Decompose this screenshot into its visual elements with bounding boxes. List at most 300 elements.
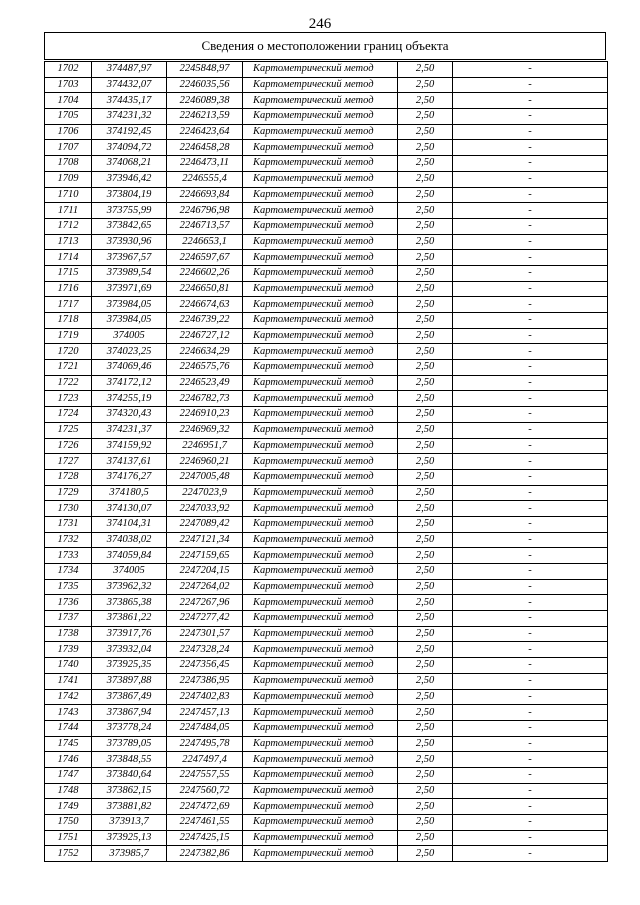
accuracy-cell: 2,50 xyxy=(398,595,453,611)
accuracy-cell: 2,50 xyxy=(398,77,453,93)
point-number-cell: 1742 xyxy=(45,689,92,705)
accuracy-cell: 2,50 xyxy=(398,611,453,627)
table-row xyxy=(45,187,608,203)
y-coordinate-cell: 2247033,92 xyxy=(167,501,243,517)
x-coordinate-cell: 374104,31 xyxy=(92,516,167,532)
method-cell: Картометрический метод xyxy=(243,767,398,783)
accuracy-cell: 2,50 xyxy=(398,752,453,768)
y-coordinate-cell: 2247560,72 xyxy=(167,783,243,799)
y-coordinate-cell: 2246213,59 xyxy=(167,109,243,125)
x-coordinate-cell: 374038,02 xyxy=(92,532,167,548)
method-cell: Картометрический метод xyxy=(243,140,398,156)
method-cell: Картометрический метод xyxy=(243,265,398,281)
method-cell: Картометрический метод xyxy=(243,77,398,93)
accuracy-cell: 2,50 xyxy=(398,407,453,423)
method-cell: Картометрический метод xyxy=(243,548,398,564)
x-coordinate-cell: 374231,32 xyxy=(92,109,167,125)
method-cell: Картометрический метод xyxy=(243,313,398,329)
accuracy-cell: 2,50 xyxy=(398,391,453,407)
point-number-cell: 1735 xyxy=(45,579,92,595)
table-row xyxy=(45,611,608,627)
y-coordinate-cell: 2247301,57 xyxy=(167,626,243,642)
y-coordinate-cell: 2246739,22 xyxy=(167,313,243,329)
method-cell: Картометрический метод xyxy=(243,752,398,768)
y-coordinate-cell: 2246693,84 xyxy=(167,187,243,203)
method-cell: Картометрический метод xyxy=(243,595,398,611)
table-row xyxy=(45,203,608,219)
page-number: 246 xyxy=(308,16,332,32)
point-number-cell: 1750 xyxy=(45,815,92,831)
method-cell: Картометрический метод xyxy=(243,203,398,219)
accuracy-cell: 2,50 xyxy=(398,673,453,689)
accuracy-cell: 2,50 xyxy=(398,720,453,736)
table-row xyxy=(45,360,608,376)
accuracy-cell: 2,50 xyxy=(398,815,453,831)
x-coordinate-cell: 373930,96 xyxy=(92,234,167,250)
point-number-cell: 1714 xyxy=(45,250,92,266)
accuracy-cell: 2,50 xyxy=(398,360,453,376)
accuracy-cell: 2,50 xyxy=(398,265,453,281)
x-coordinate-cell: 373865,38 xyxy=(92,595,167,611)
x-coordinate-cell: 373967,57 xyxy=(92,250,167,266)
method-cell: Картометрический метод xyxy=(243,171,398,187)
table-row xyxy=(45,109,608,125)
point-number-cell: 1724 xyxy=(45,407,92,423)
table-row xyxy=(45,281,608,297)
method-cell: Картометрический метод xyxy=(243,328,398,344)
method-cell: Картометрический метод xyxy=(243,532,398,548)
point-number-cell: 1702 xyxy=(45,62,92,78)
accuracy-cell: 2,50 xyxy=(398,422,453,438)
table-row xyxy=(45,62,608,78)
description-cell: - xyxy=(453,736,608,752)
y-coordinate-cell: 2247005,48 xyxy=(167,469,243,485)
y-coordinate-cell: 2246555,4 xyxy=(167,171,243,187)
accuracy-cell: 2,50 xyxy=(398,328,453,344)
method-cell: Картометрический метод xyxy=(243,485,398,501)
y-coordinate-cell: 2246035,56 xyxy=(167,77,243,93)
point-number-cell: 1737 xyxy=(45,611,92,627)
description-cell: - xyxy=(453,767,608,783)
x-coordinate-cell: 373862,15 xyxy=(92,783,167,799)
x-coordinate-cell: 374137,61 xyxy=(92,454,167,470)
table-row xyxy=(45,815,608,831)
y-coordinate-cell: 2247386,95 xyxy=(167,673,243,689)
coordinates-table-body xyxy=(45,62,608,862)
point-number-cell: 1730 xyxy=(45,501,92,517)
accuracy-cell: 2,50 xyxy=(398,846,453,862)
table-row xyxy=(45,595,608,611)
accuracy-cell: 2,50 xyxy=(398,313,453,329)
description-cell: - xyxy=(453,438,608,454)
accuracy-cell: 2,50 xyxy=(398,124,453,140)
table-row xyxy=(45,767,608,783)
y-coordinate-cell: 2246597,67 xyxy=(167,250,243,266)
table-row xyxy=(45,297,608,313)
y-coordinate-cell: 2247204,15 xyxy=(167,564,243,580)
description-cell: - xyxy=(453,485,608,501)
description-cell: - xyxy=(453,250,608,266)
x-coordinate-cell: 373962,32 xyxy=(92,579,167,595)
table-row xyxy=(45,313,608,329)
y-coordinate-cell: 2246089,38 xyxy=(167,93,243,109)
description-cell: - xyxy=(453,62,608,78)
accuracy-cell: 2,50 xyxy=(398,548,453,564)
y-coordinate-cell: 2246458,28 xyxy=(167,140,243,156)
description-cell: - xyxy=(453,579,608,595)
x-coordinate-cell: 373867,49 xyxy=(92,689,167,705)
method-cell: Картометрический метод xyxy=(243,736,398,752)
accuracy-cell: 2,50 xyxy=(398,109,453,125)
y-coordinate-cell: 2247089,42 xyxy=(167,516,243,532)
description-cell: - xyxy=(453,611,608,627)
description-cell: - xyxy=(453,140,608,156)
table-row xyxy=(45,454,608,470)
description-cell: - xyxy=(453,344,608,360)
accuracy-cell: 2,50 xyxy=(398,140,453,156)
table-row xyxy=(45,156,608,172)
point-number-cell: 1704 xyxy=(45,93,92,109)
x-coordinate-cell: 373985,7 xyxy=(92,846,167,862)
description-cell: - xyxy=(453,313,608,329)
description-cell: - xyxy=(453,830,608,846)
x-coordinate-cell: 373840,64 xyxy=(92,767,167,783)
table-row xyxy=(45,752,608,768)
accuracy-cell: 2,50 xyxy=(398,250,453,266)
method-cell: Картометрический метод xyxy=(243,360,398,376)
description-cell: - xyxy=(453,658,608,674)
accuracy-cell: 2,50 xyxy=(398,62,453,78)
accuracy-cell: 2,50 xyxy=(398,469,453,485)
point-number-cell: 1716 xyxy=(45,281,92,297)
method-cell: Картометрический метод xyxy=(243,815,398,831)
method-cell: Картометрический метод xyxy=(243,407,398,423)
point-number-cell: 1738 xyxy=(45,626,92,642)
table-row xyxy=(45,736,608,752)
y-coordinate-cell: 2247121,34 xyxy=(167,532,243,548)
table-row xyxy=(45,124,608,140)
x-coordinate-cell: 373848,55 xyxy=(92,752,167,768)
y-coordinate-cell: 2247328,24 xyxy=(167,642,243,658)
y-coordinate-cell: 2246960,21 xyxy=(167,454,243,470)
y-coordinate-cell: 2246575,76 xyxy=(167,360,243,376)
point-number-cell: 1736 xyxy=(45,595,92,611)
method-cell: Картометрический метод xyxy=(243,422,398,438)
method-cell: Картометрический метод xyxy=(243,846,398,862)
table-row xyxy=(45,720,608,736)
accuracy-cell: 2,50 xyxy=(398,156,453,172)
table-row xyxy=(45,799,608,815)
point-number-cell: 1717 xyxy=(45,297,92,313)
x-coordinate-cell: 373946,42 xyxy=(92,171,167,187)
accuracy-cell: 2,50 xyxy=(398,454,453,470)
y-coordinate-cell: 2247382,86 xyxy=(167,846,243,862)
table-row xyxy=(45,77,608,93)
accuracy-cell: 2,50 xyxy=(398,438,453,454)
x-coordinate-cell: 374130,07 xyxy=(92,501,167,517)
y-coordinate-cell: 2246910,23 xyxy=(167,407,243,423)
method-cell: Картометрический метод xyxy=(243,187,398,203)
description-cell: - xyxy=(453,109,608,125)
accuracy-cell: 2,50 xyxy=(398,344,453,360)
table-row xyxy=(45,171,608,187)
table-row xyxy=(45,532,608,548)
x-coordinate-cell: 374172,12 xyxy=(92,375,167,391)
y-coordinate-cell: 2246969,32 xyxy=(167,422,243,438)
point-number-cell: 1741 xyxy=(45,673,92,689)
description-cell: - xyxy=(453,501,608,517)
point-number-cell: 1733 xyxy=(45,548,92,564)
accuracy-cell: 2,50 xyxy=(398,501,453,517)
table-row xyxy=(45,328,608,344)
x-coordinate-cell: 373867,94 xyxy=(92,705,167,721)
table-row xyxy=(45,140,608,156)
y-coordinate-cell: 2247472,69 xyxy=(167,799,243,815)
point-number-cell: 1710 xyxy=(45,187,92,203)
description-cell: - xyxy=(453,689,608,705)
table-row xyxy=(45,642,608,658)
x-coordinate-cell: 373861,22 xyxy=(92,611,167,627)
description-cell: - xyxy=(453,234,608,250)
point-number-cell: 1726 xyxy=(45,438,92,454)
point-number-cell: 1749 xyxy=(45,799,92,815)
description-cell: - xyxy=(453,375,608,391)
table-row xyxy=(45,689,608,705)
method-cell: Картометрический метод xyxy=(243,281,398,297)
method-cell: Картометрический метод xyxy=(243,501,398,517)
method-cell: Картометрический метод xyxy=(243,516,398,532)
x-coordinate-cell: 374176,27 xyxy=(92,469,167,485)
accuracy-cell: 2,50 xyxy=(398,626,453,642)
point-number-cell: 1718 xyxy=(45,313,92,329)
point-number-cell: 1725 xyxy=(45,422,92,438)
table-row xyxy=(45,501,608,517)
table-row xyxy=(45,485,608,501)
description-cell: - xyxy=(453,595,608,611)
description-cell: - xyxy=(453,77,608,93)
x-coordinate-cell: 373925,13 xyxy=(92,830,167,846)
method-cell: Картометрический метод xyxy=(243,391,398,407)
method-cell: Картометрический метод xyxy=(243,156,398,172)
y-coordinate-cell: 2246653,1 xyxy=(167,234,243,250)
x-coordinate-cell: 374094,72 xyxy=(92,140,167,156)
description-cell: - xyxy=(453,516,608,532)
method-cell: Картометрический метод xyxy=(243,234,398,250)
point-number-cell: 1713 xyxy=(45,234,92,250)
method-cell: Картометрический метод xyxy=(243,62,398,78)
description-cell: - xyxy=(453,752,608,768)
accuracy-cell: 2,50 xyxy=(398,516,453,532)
table-row xyxy=(45,438,608,454)
point-number-cell: 1715 xyxy=(45,265,92,281)
x-coordinate-cell: 373913,7 xyxy=(92,815,167,831)
x-coordinate-cell: 373925,35 xyxy=(92,658,167,674)
accuracy-cell: 2,50 xyxy=(398,736,453,752)
point-number-cell: 1746 xyxy=(45,752,92,768)
table-title: Сведения о местоположении границ объекта xyxy=(44,32,606,60)
y-coordinate-cell: 2246674,63 xyxy=(167,297,243,313)
point-number-cell: 1729 xyxy=(45,485,92,501)
method-cell: Картометрический метод xyxy=(243,720,398,736)
point-number-cell: 1707 xyxy=(45,140,92,156)
method-cell: Картометрический метод xyxy=(243,454,398,470)
point-number-cell: 1734 xyxy=(45,564,92,580)
x-coordinate-cell: 373932,04 xyxy=(92,642,167,658)
y-coordinate-cell: 2247495,78 xyxy=(167,736,243,752)
method-cell: Картометрический метод xyxy=(243,564,398,580)
x-coordinate-cell: 373897,88 xyxy=(92,673,167,689)
table-row xyxy=(45,234,608,250)
accuracy-cell: 2,50 xyxy=(398,375,453,391)
x-coordinate-cell: 373984,05 xyxy=(92,313,167,329)
table-row xyxy=(45,705,608,721)
x-coordinate-cell: 374320,43 xyxy=(92,407,167,423)
point-number-cell: 1739 xyxy=(45,642,92,658)
x-coordinate-cell: 374159,92 xyxy=(92,438,167,454)
table-row xyxy=(45,391,608,407)
method-cell: Картометрический метод xyxy=(243,93,398,109)
y-coordinate-cell: 2247557,55 xyxy=(167,767,243,783)
accuracy-cell: 2,50 xyxy=(398,297,453,313)
description-cell: - xyxy=(453,548,608,564)
table-row xyxy=(45,658,608,674)
point-number-cell: 1712 xyxy=(45,218,92,234)
point-number-cell: 1722 xyxy=(45,375,92,391)
point-number-cell: 1731 xyxy=(45,516,92,532)
y-coordinate-cell: 2246951,7 xyxy=(167,438,243,454)
description-cell: - xyxy=(453,297,608,313)
point-number-cell: 1719 xyxy=(45,328,92,344)
y-coordinate-cell: 2246650,81 xyxy=(167,281,243,297)
method-cell: Картометрический метод xyxy=(243,611,398,627)
table-row xyxy=(45,626,608,642)
description-cell: - xyxy=(453,407,608,423)
x-coordinate-cell: 373984,05 xyxy=(92,297,167,313)
x-coordinate-cell: 373755,99 xyxy=(92,203,167,219)
method-cell: Картометрический метод xyxy=(243,799,398,815)
table-row xyxy=(45,548,608,564)
x-coordinate-cell: 374180,5 xyxy=(92,485,167,501)
x-coordinate-cell: 374059,84 xyxy=(92,548,167,564)
table-row xyxy=(45,218,608,234)
accuracy-cell: 2,50 xyxy=(398,485,453,501)
x-coordinate-cell: 374068,21 xyxy=(92,156,167,172)
description-cell: - xyxy=(453,705,608,721)
description-cell: - xyxy=(453,391,608,407)
description-cell: - xyxy=(453,815,608,831)
description-cell: - xyxy=(453,281,608,297)
accuracy-cell: 2,50 xyxy=(398,689,453,705)
method-cell: Картометрический метод xyxy=(243,830,398,846)
table-row xyxy=(45,673,608,689)
point-number-cell: 1743 xyxy=(45,705,92,721)
method-cell: Картометрический метод xyxy=(243,297,398,313)
y-coordinate-cell: 2246523,49 xyxy=(167,375,243,391)
table-row xyxy=(45,830,608,846)
y-coordinate-cell: 2247264,02 xyxy=(167,579,243,595)
description-cell: - xyxy=(453,642,608,658)
method-cell: Картометрический метод xyxy=(243,673,398,689)
y-coordinate-cell: 2246713,57 xyxy=(167,218,243,234)
y-coordinate-cell: 2246473,11 xyxy=(167,156,243,172)
y-coordinate-cell: 2247277,42 xyxy=(167,611,243,627)
description-cell: - xyxy=(453,720,608,736)
point-number-cell: 1721 xyxy=(45,360,92,376)
x-coordinate-cell: 374023,25 xyxy=(92,344,167,360)
point-number-cell: 1747 xyxy=(45,767,92,783)
table-row xyxy=(45,579,608,595)
method-cell: Картометрический метод xyxy=(243,218,398,234)
y-coordinate-cell: 2245848,97 xyxy=(167,62,243,78)
description-cell: - xyxy=(453,799,608,815)
table-row xyxy=(45,250,608,266)
accuracy-cell: 2,50 xyxy=(398,171,453,187)
description-cell: - xyxy=(453,454,608,470)
accuracy-cell: 2,50 xyxy=(398,218,453,234)
point-number-cell: 1748 xyxy=(45,783,92,799)
point-number-cell: 1728 xyxy=(45,469,92,485)
y-coordinate-cell: 2247159,65 xyxy=(167,548,243,564)
accuracy-cell: 2,50 xyxy=(398,532,453,548)
y-coordinate-cell: 2246727,12 xyxy=(167,328,243,344)
x-coordinate-cell: 374435,17 xyxy=(92,93,167,109)
y-coordinate-cell: 2246423,64 xyxy=(167,124,243,140)
method-cell: Картометрический метод xyxy=(243,375,398,391)
method-cell: Картометрический метод xyxy=(243,438,398,454)
x-coordinate-cell: 374192,45 xyxy=(92,124,167,140)
y-coordinate-cell: 2246602,26 xyxy=(167,265,243,281)
method-cell: Картометрический метод xyxy=(243,579,398,595)
table-row xyxy=(45,375,608,391)
y-coordinate-cell: 2247425,15 xyxy=(167,830,243,846)
accuracy-cell: 2,50 xyxy=(398,281,453,297)
point-number-cell: 1703 xyxy=(45,77,92,93)
accuracy-cell: 2,50 xyxy=(398,203,453,219)
accuracy-cell: 2,50 xyxy=(398,783,453,799)
x-coordinate-cell: 373842,65 xyxy=(92,218,167,234)
y-coordinate-cell: 2247457,13 xyxy=(167,705,243,721)
method-cell: Картометрический метод xyxy=(243,250,398,266)
accuracy-cell: 2,50 xyxy=(398,564,453,580)
point-number-cell: 1745 xyxy=(45,736,92,752)
description-cell: - xyxy=(453,532,608,548)
point-number-cell: 1727 xyxy=(45,454,92,470)
description-cell: - xyxy=(453,783,608,799)
accuracy-cell: 2,50 xyxy=(398,234,453,250)
table-row xyxy=(45,469,608,485)
description-cell: - xyxy=(453,846,608,862)
x-coordinate-cell: 374432,07 xyxy=(92,77,167,93)
description-cell: - xyxy=(453,218,608,234)
table-row xyxy=(45,344,608,360)
point-number-cell: 1744 xyxy=(45,720,92,736)
table-row xyxy=(45,93,608,109)
method-cell: Картометрический метод xyxy=(243,642,398,658)
accuracy-cell: 2,50 xyxy=(398,830,453,846)
x-coordinate-cell: 373778,24 xyxy=(92,720,167,736)
method-cell: Картометрический метод xyxy=(243,469,398,485)
x-coordinate-cell: 374005 xyxy=(92,328,167,344)
method-cell: Картометрический метод xyxy=(243,689,398,705)
point-number-cell: 1732 xyxy=(45,532,92,548)
accuracy-cell: 2,50 xyxy=(398,767,453,783)
accuracy-cell: 2,50 xyxy=(398,658,453,674)
point-number-cell: 1752 xyxy=(45,846,92,862)
x-coordinate-cell: 374069,46 xyxy=(92,360,167,376)
y-coordinate-cell: 2247484,05 xyxy=(167,720,243,736)
x-coordinate-cell: 374255,19 xyxy=(92,391,167,407)
description-cell: - xyxy=(453,626,608,642)
